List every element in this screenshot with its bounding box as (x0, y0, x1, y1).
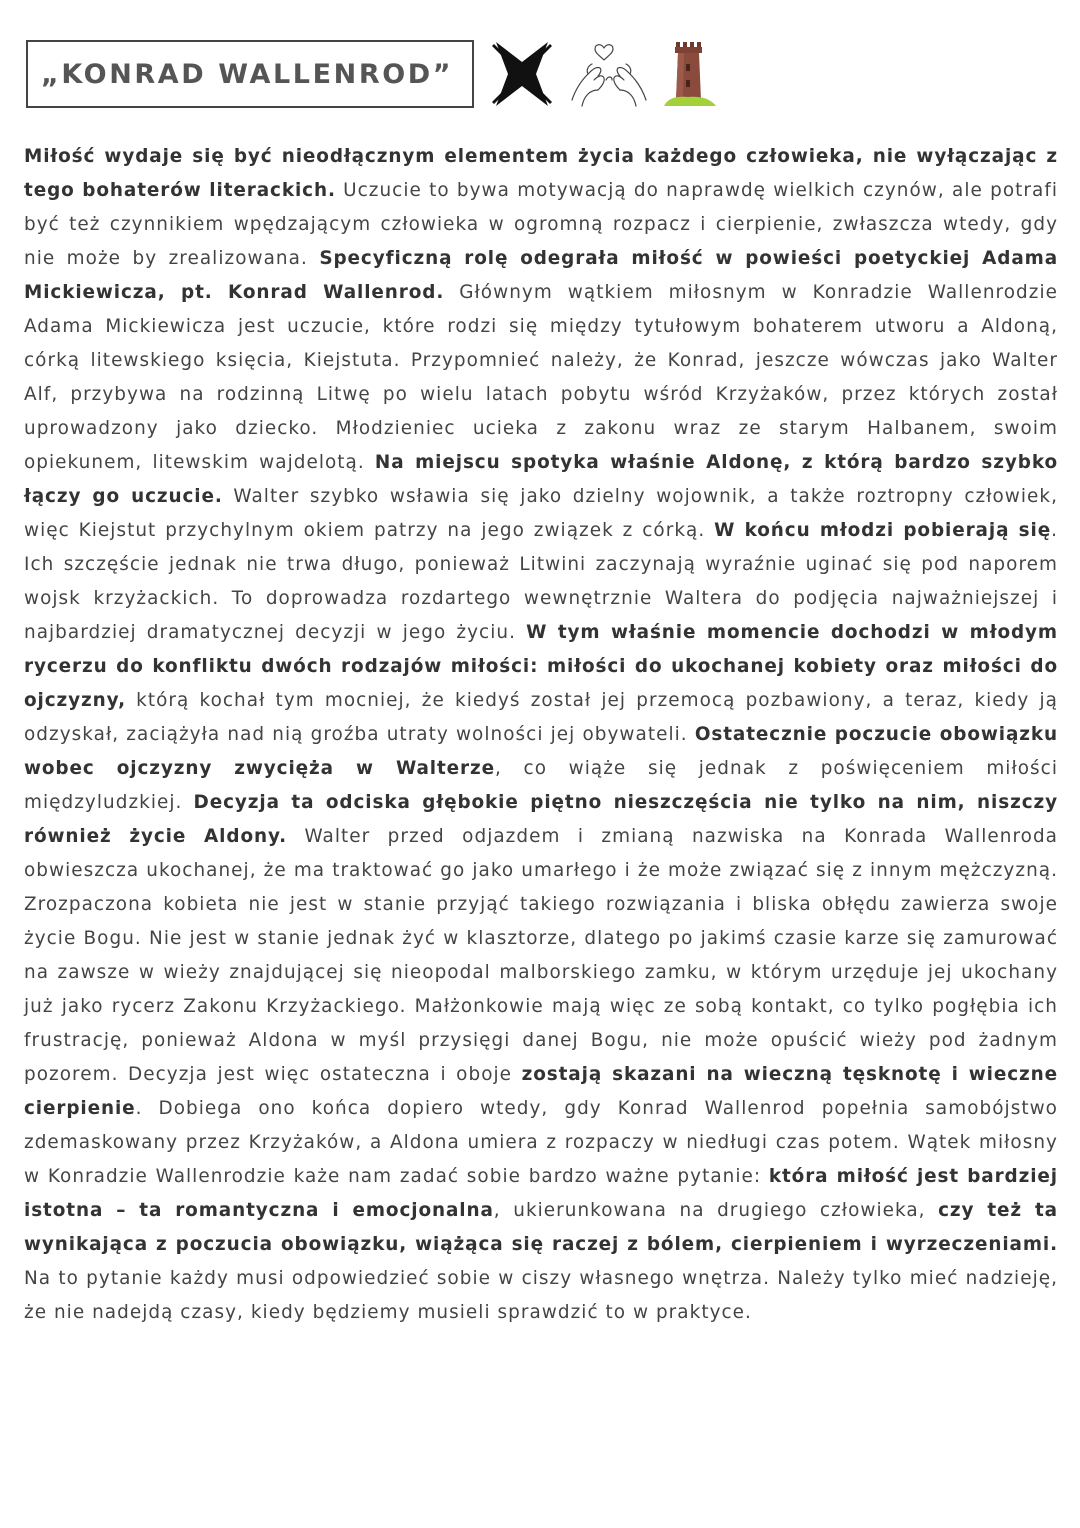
body-paragraph (24, 140, 1058, 1330)
header-icons (488, 40, 718, 108)
text-run: . Dobiega ono końca dopiero wtedy, gdy Konrad Wallenrod popełnia samobójstwo zdemaskowany przez Krzyżaków, a Aldona umiera z rozpaczy w niedługi czas potem. Wątek miłosny w Konradzie Wallenrodzie każe nam zadać sobie bardzo ważne pytanie: (24, 1098, 1058, 1187)
title-box (26, 40, 474, 108)
text-run: Na to pytanie każdy musi odpowiedzieć sobie w ciszy własnego wnętrza. Należy tylko mieć nadzieję, że nie nadejdą czasy, kiedy będziemy musieli sprawdzić to w praktyce. (24, 1268, 1058, 1323)
bold-text-run: Specyficzną rolę odegrała miłość w powieści poetyckiej Adama Mickiewicza, pt. Konrad Wallenrod. (24, 248, 1058, 303)
cross-icon (488, 40, 556, 108)
text-run: , ukierunkowana na drugiego człowieka, (493, 1200, 939, 1221)
text-run: Walter przed odjazdem i zmianą nazwiska na Konrada Wallenroda obwieszcza ukochanej, że ma traktować go jako umarłego i że może związać się z innym mężczyzną. Zrozpaczona kobieta nie jest w stanie przyjąć takiego rozwiązania i bliska obłędu zawierza swoje życie Bogu. Nie jest w stanie jednak żyć w klasztorze, dlatego po jakimś czasie karze się zamurować na zawsze w wieży znajdującej się nieopodal malborskiego zamku, w którym urzęduje jej ukochany już jako rycerz Zakonu Krzyżackiego. Małżonkowie mają więc ze sobą kontakt, co tylko pogłębia ich frustrację, ponieważ Aldona w myśl przysięgi danej Bogu, nie może opuścić wieży pod żadnym pozorem. Decyzja jest więc ostateczna i oboje (24, 826, 1058, 1085)
bold-text-run: zostają skazani na wieczną tęsknotę i wieczne cierpienie (24, 1064, 1058, 1119)
bold-text-run: W końcu młodzi pobierają się (714, 520, 1052, 541)
tower-icon (662, 40, 718, 108)
bold-text-run: Miłość wydaje się być nieodłącznym elementem życia każdego człowieka, nie wyłączając z tego bohaterów literackich. (24, 146, 1058, 201)
text-run: Walter szybko wsławia się jako dzielny wojownik, a także roztropny człowiek, więc Kiejstut przychylnym okiem patrzy na jego związek z córką. (24, 486, 1058, 541)
text-run: Uczucie to bywa motywacją do naprawdę wielkich czynów, ale potrafi być też czynnikiem wpędzającym człowieka w ogromną rozpacz i cierpienie, zwłaszcza wtedy, gdy nie może by zrealizowana. (24, 180, 1058, 269)
text-run: . Ich szczęście jednak nie trwa długo, ponieważ Litwini zaczynają wyraźnie uginać się pod naporem wojsk krzyżackich. To doprowadza rozdartego wewnętrznie Waltera do podjęcia najważniejszej i najbardziej dramatycznej decyzji w jego życiu. (24, 520, 1058, 643)
text-run: Głównym wątkiem miłosnym w Konradzie Wallenrodzie Adama Mickiewicza jest uczucie, które rodzi się między tytułowym bohaterem utworu a Aldoną, córką litewskiego księcia, Kiejstuta. Przypomnieć należy, że Konrad, jeszcze wówczas jako Walter Alf, przybywa na rodzinną Litwę po wielu latach pobytu wśród Krzyżaków, przez których został uprowadzony jako dziecko. Młodzieniec ucieka z zakonu wraz ze starym Halbanem, swoim opiekunem, litewskim wajdelotą. (24, 282, 1058, 473)
bold-text-run: Na miejscu spotyka właśnie Aldonę, z którą bardzo szybko łączy go uczucie. (24, 452, 1058, 507)
bold-text-run: która miłość jest bardziej istotna – ta romantyczna i emocjonalna (24, 1166, 1058, 1221)
bold-text-run: Decyzja ta odciska głębokie piętno nieszczęścia nie tylko na nim, niszczy również życie Aldony. (24, 792, 1058, 847)
text-run: , co wiąże się jednak z poświęceniem miłości międzyludzkiej. (24, 758, 1059, 813)
text-run: którą kochał tym mocniej, że kiedyś został jej przemocą pozbawiony, a teraz, kiedy ją odzyskał, zaciążyła nad nią groźba utraty wolności jej obywateli. (24, 690, 1058, 745)
page-title: „KONRAD WALLENROD” (41, 58, 454, 90)
bold-text-run: W tym właśnie momencie dochodzi w młodym rycerzu do konfliktu dwóch rodzajów miłości: miłości do ukochanej kobiety oraz miłości do ojczyzny, (24, 622, 1058, 711)
bold-text-run: Ostatecznie poczucie obowiązku wobec ojczyzny zwycięża w Walterze (24, 724, 1059, 779)
bold-text-run: czy też ta wynikająca z poczucia obowiązku, wiążąca się raczej z bólem, cierpieniem i wyrzeczeniami. (24, 1200, 1058, 1255)
header (26, 40, 718, 108)
hands-heart-icon (568, 40, 650, 108)
